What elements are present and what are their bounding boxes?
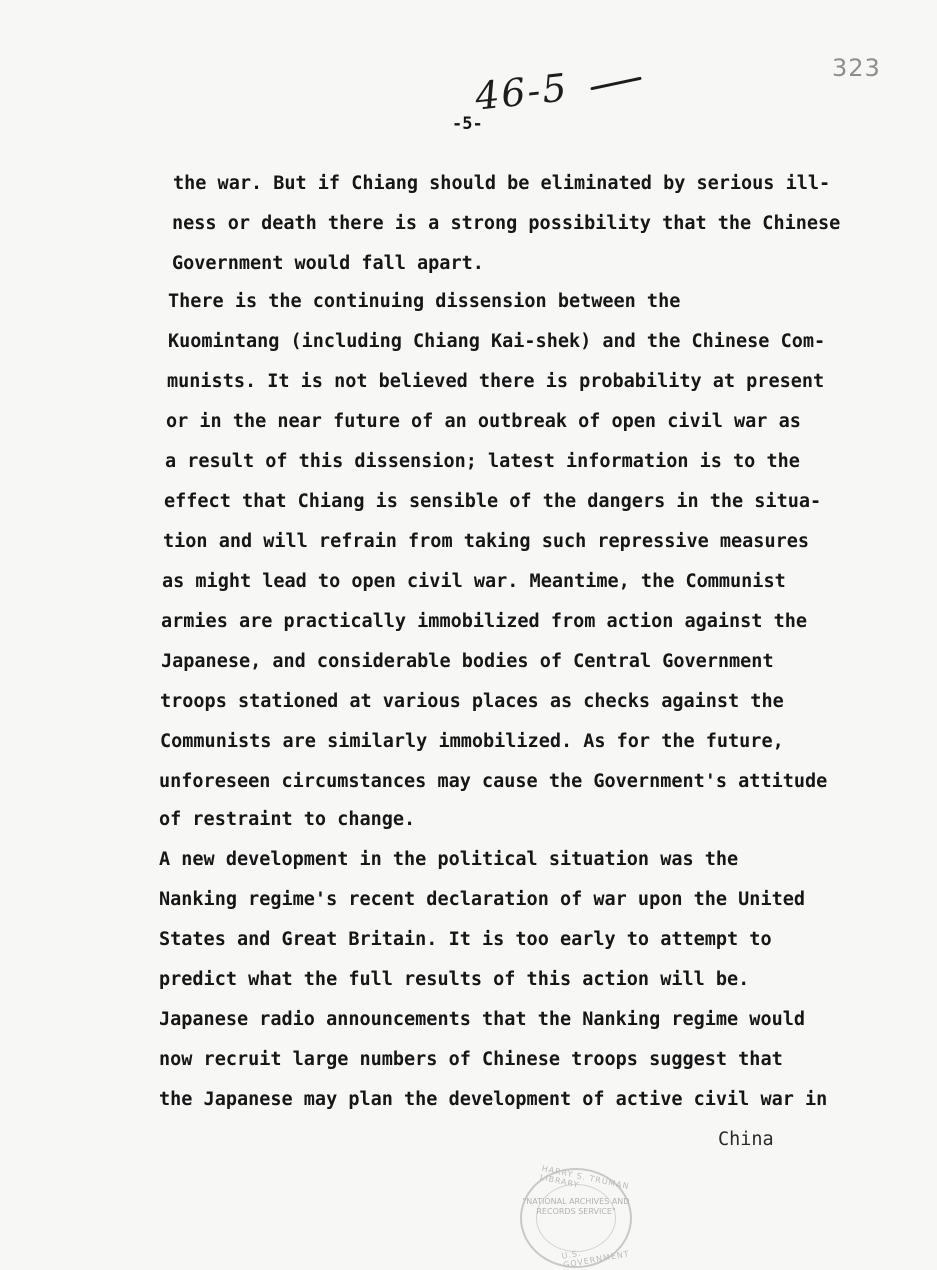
body-line: tion and will refrain from taking such repressive measures [163, 531, 810, 552]
body-line: as might lead to open civil war. Meantime, the Communist [162, 571, 786, 592]
body-line: munists. It is not believed there is probability at present [167, 371, 825, 392]
folio-number: 323 [832, 54, 881, 82]
stamp-center-text: "NATIONAL ARCHIVES AND RECORDS SERVICE" [522, 1197, 630, 1216]
body-line: There is the continuing dissension between the [168, 291, 681, 312]
body-line: Kuomintang (including Chiang Kai-shek) and the Chinese Com- [168, 331, 826, 352]
body-line: predict what the full results of this action will be. [159, 969, 750, 990]
body-line: a result of this dissension; latest information is to the [165, 451, 800, 472]
archive-stamp [520, 1163, 632, 1270]
body-line: or in the near future of an outbreak of open civil war as [166, 411, 801, 432]
catchword: China [718, 1129, 774, 1150]
body-line: the war. But if Chiang should be eliminated by serious ill- [173, 173, 831, 194]
handwritten-number: 46-5 [472, 65, 571, 119]
stamp-bottom-text: U.S. GOVERNMENT [560, 1248, 631, 1270]
body-line: armies are practically immobilized from action against the [161, 611, 808, 632]
body-line: ness or death there is a strong possibility that the Chinese [172, 213, 841, 234]
body-line: of restraint to change. [159, 809, 416, 830]
body-line: Government would fall apart. [172, 253, 484, 274]
body-line: Japanese radio announcements that the Nanking regime would [159, 1009, 806, 1030]
stamp-top-text: HARRY S. TRUMAN LIBRARY [539, 1163, 631, 1192]
body-line: Japanese, and considerable bodies of Central Government [161, 651, 774, 672]
body-line: the Japanese may plan the development of active civil war in [159, 1089, 828, 1110]
body-line: now recruit large numbers of Chinese troops suggest that [159, 1049, 783, 1070]
body-line: A new development in the political situation was the [159, 849, 739, 870]
body-line: unforeseen circumstances may cause the Government's attitude [159, 771, 828, 792]
body-line: troops stationed at various places as checks against the [160, 691, 784, 712]
handwritten-underline [590, 77, 641, 91]
body-line: Nanking regime's recent declaration of war upon the United [159, 889, 806, 910]
body-line: States and Great Britain. It is too early to attempt to [159, 929, 772, 950]
page-number: -5- [452, 114, 483, 134]
body-line: effect that Chiang is sensible of the dangers in the situa- [164, 491, 822, 512]
body-line: Communists are similarly immobilized. As for the future, [160, 731, 784, 752]
